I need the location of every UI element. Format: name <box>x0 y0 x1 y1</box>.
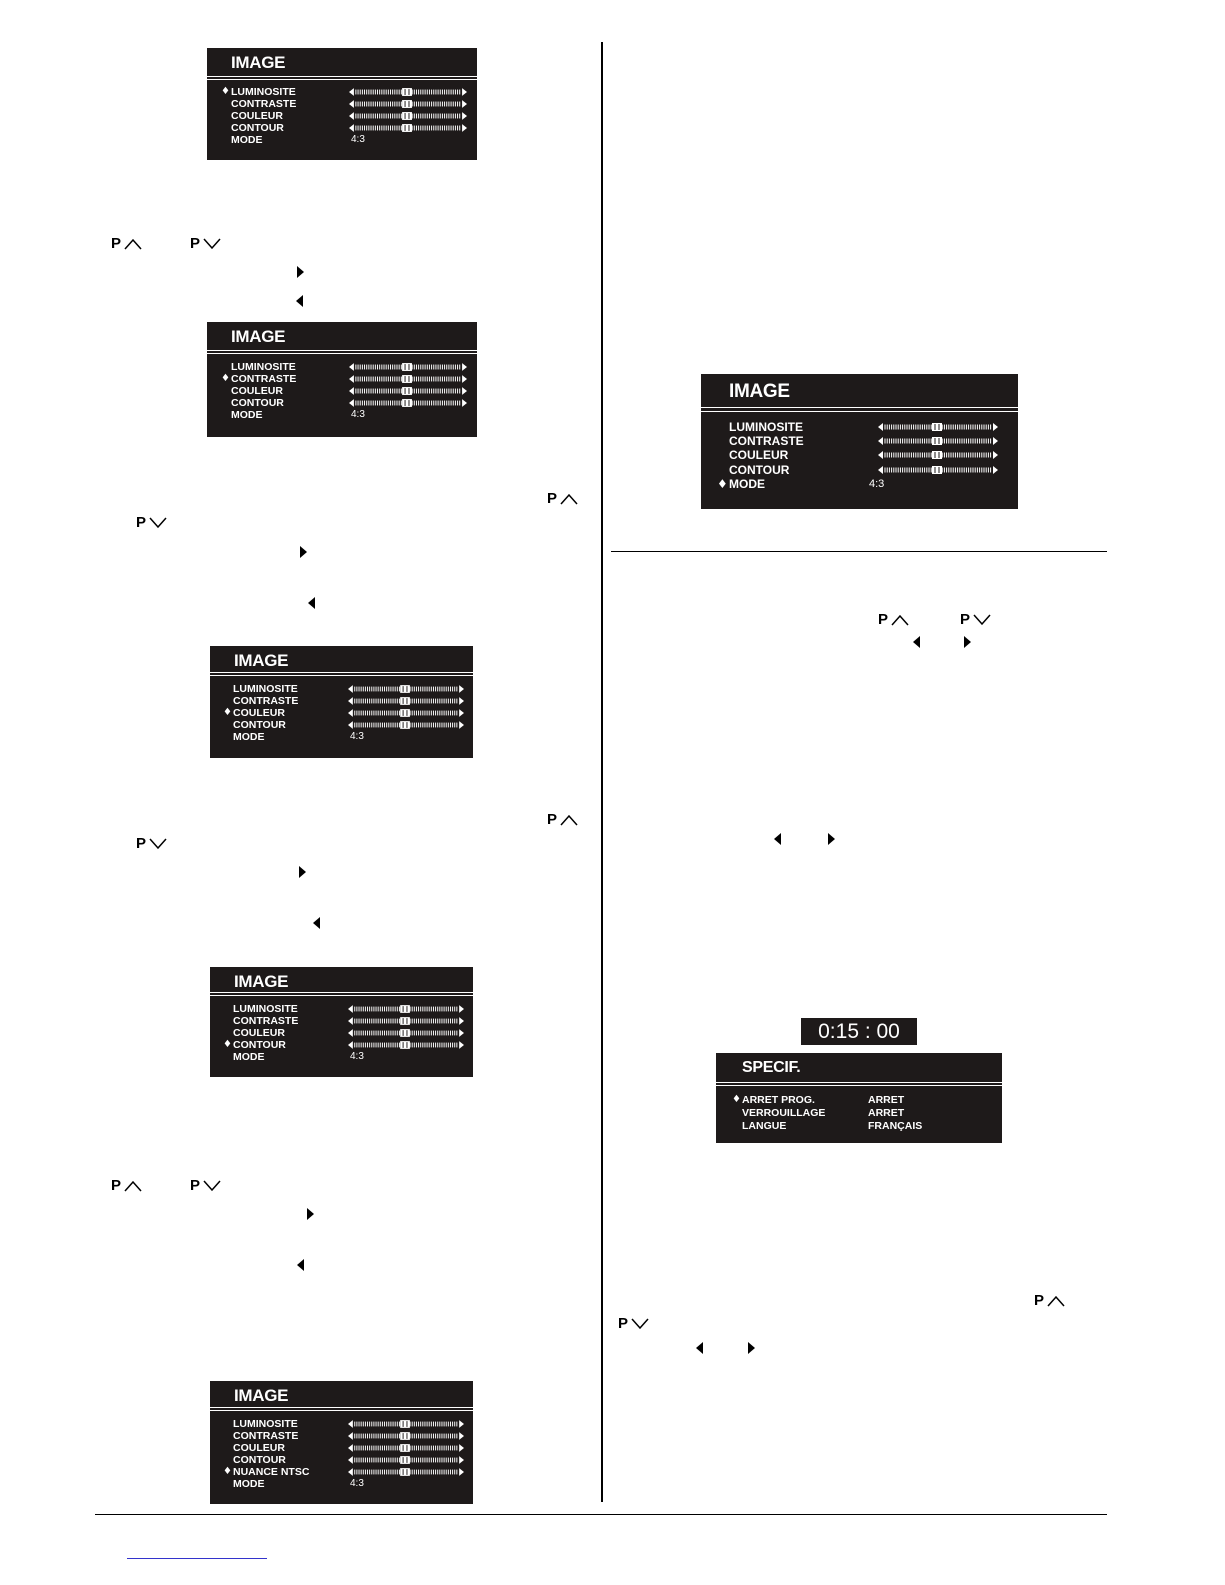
down-chevron-icon <box>203 1180 221 1192</box>
image-menu-title: IMAGE <box>234 972 289 991</box>
image-menu-title: IMAGE <box>234 1386 289 1405</box>
slider-bar <box>349 87 467 97</box>
menu-label-contour: CONTOUR <box>233 1039 286 1051</box>
menu-label-mode: MODE <box>233 1478 265 1490</box>
slider-bar <box>349 111 467 121</box>
p-up-key: P <box>111 1177 142 1195</box>
right-arrow-icon <box>307 1208 314 1220</box>
down-chevron-icon <box>973 614 991 626</box>
menu-label-couleur: COULEUR <box>729 448 789 462</box>
down-chevron-icon <box>149 838 167 850</box>
right-arrow-icon <box>300 546 307 558</box>
menu-label-couleur: COULEUR <box>231 110 283 122</box>
slider-bar <box>348 1016 464 1026</box>
p-up-key: P <box>547 490 578 508</box>
slider-bar <box>349 398 467 408</box>
slider-bar <box>869 450 1007 460</box>
specif-value-verrouillage: ARRET <box>868 1107 905 1119</box>
up-chevron-icon <box>891 614 909 626</box>
left-arrow-icon <box>297 1259 304 1271</box>
p-down-key: P <box>960 611 991 629</box>
menu-label-contour: CONTOUR <box>231 397 284 409</box>
down-chevron-icon <box>631 1318 649 1330</box>
left-arrow-icon <box>774 833 781 845</box>
slider-bar <box>348 720 464 730</box>
down-chevron-icon <box>149 517 167 529</box>
p-up-key: P <box>547 811 578 829</box>
up-chevron-icon <box>124 238 142 250</box>
column-divider <box>601 42 603 1502</box>
slider-bar <box>349 362 467 372</box>
menu-label-couleur: COULEUR <box>233 1027 285 1039</box>
slider-bar <box>869 436 1007 446</box>
menu-label-luminosite: LUMINOSITE <box>231 86 296 98</box>
menu-label-contour: CONTOUR <box>233 719 286 731</box>
p-up-key: P <box>111 235 142 253</box>
menu-label-contraste: CONTRASTE <box>233 695 299 707</box>
menu-label-contraste: CONTRASTE <box>231 98 297 110</box>
sleep-timer-display: 0:15 : 00 <box>801 1018 917 1045</box>
menu-label-mode: MODE <box>231 409 263 421</box>
menu-label-contraste: CONTRASTE <box>233 1430 299 1442</box>
menu-label-luminosite: LUMINOSITE <box>233 683 298 695</box>
p-down-key: P <box>136 835 167 853</box>
menu-label-mode: MODE <box>729 477 765 491</box>
p-down-key: P <box>136 514 167 532</box>
image-menu-couleur <box>210 646 473 758</box>
specif-menu-title: SPECIF. <box>742 1059 801 1076</box>
p-down-key: P <box>618 1315 649 1333</box>
p-down-key: P <box>190 1177 221 1195</box>
slider-bar <box>348 1443 464 1453</box>
slider-bar <box>348 1028 464 1038</box>
left-arrow-icon <box>913 636 920 648</box>
up-chevron-icon <box>1047 1295 1065 1307</box>
menu-label-nuance: NUANCE NTSC <box>233 1466 310 1478</box>
menu-value-mode: 4:3 <box>350 731 364 742</box>
right-arrow-icon <box>299 866 306 878</box>
slider-bar <box>348 1467 464 1477</box>
menu-label-contour: CONTOUR <box>233 1454 286 1466</box>
right-arrow-icon <box>964 636 971 648</box>
menu-label-luminosite: LUMINOSITE <box>233 1418 298 1430</box>
slider-bar <box>348 1431 464 1441</box>
image-menu-contour <box>210 967 473 1077</box>
slider-bar <box>349 374 467 384</box>
menu-label-luminosite: LUMINOSITE <box>231 361 296 373</box>
image-menu-luminosite <box>207 48 477 160</box>
slider-bar <box>869 422 1007 432</box>
right-arrow-icon <box>748 1342 755 1354</box>
slider-bar <box>349 123 467 133</box>
left-arrow-icon <box>296 295 303 307</box>
left-arrow-icon <box>308 597 315 609</box>
menu-label-mode: MODE <box>233 731 265 743</box>
menu-label-couleur: COULEUR <box>231 385 283 397</box>
menu-label-mode: MODE <box>233 1051 265 1063</box>
footer-rule <box>95 1514 1107 1515</box>
image-menu-contraste <box>207 322 477 437</box>
selection-cursor-icon: ♦ <box>221 373 230 384</box>
slider-bar <box>348 1455 464 1465</box>
slider-bar <box>348 1004 464 1014</box>
specif-value-arret-prog: ARRET <box>868 1094 905 1106</box>
image-menu-mode <box>701 374 1018 509</box>
menu-label-luminosite: LUMINOSITE <box>233 1003 298 1015</box>
menu-value-mode: 4:3 <box>350 1051 364 1062</box>
specif-label-verrouillage: VERROUILLAGE <box>742 1107 826 1119</box>
slider-bar <box>348 1040 464 1050</box>
up-chevron-icon <box>124 1180 142 1192</box>
footer-mark <box>127 1558 267 1559</box>
menu-label-luminosite: LUMINOSITE <box>729 420 803 434</box>
up-chevron-icon <box>560 493 578 505</box>
menu-value-mode: 4:3 <box>350 1478 364 1489</box>
menu-label-contour: CONTOUR <box>729 463 790 477</box>
image-menu-title: IMAGE <box>231 327 286 346</box>
specif-value-langue: FRANÇAIS <box>868 1120 923 1132</box>
menu-label-couleur: COULEUR <box>233 1442 285 1454</box>
image-menu-title: IMAGE <box>231 53 286 72</box>
slider-bar <box>348 1419 464 1429</box>
down-chevron-icon <box>203 238 221 250</box>
menu-label-contraste: CONTRASTE <box>233 1015 299 1027</box>
p-down-key: P <box>190 235 221 253</box>
slider-bar <box>348 708 464 718</box>
specif-label-arret-prog: ARRET PROG. <box>742 1094 815 1106</box>
slider-bar <box>348 684 464 694</box>
p-up-key: P <box>878 611 909 629</box>
up-chevron-icon <box>560 814 578 826</box>
image-menu-title: IMAGE <box>729 381 790 402</box>
right-arrow-icon <box>828 833 835 845</box>
slider-bar <box>349 386 467 396</box>
menu-label-contour: CONTOUR <box>231 122 284 134</box>
menu-label-contraste: CONTRASTE <box>231 373 297 385</box>
selection-cursor-icon: ♦ <box>732 1094 741 1105</box>
menu-label-couleur: COULEUR <box>233 707 285 719</box>
menu-value-mode: 4:3 <box>869 478 885 490</box>
selection-cursor-icon: ♦ <box>223 1039 232 1050</box>
selection-cursor-icon: ♦ <box>223 707 232 718</box>
selection-cursor-icon: ♦ <box>223 1466 232 1477</box>
menu-label-mode: MODE <box>231 134 263 146</box>
specif-menu <box>716 1053 1002 1143</box>
slider-bar <box>869 465 1007 475</box>
right-arrow-icon <box>297 266 304 278</box>
selection-cursor-icon: ♦ <box>717 477 728 491</box>
slider-bar <box>348 696 464 706</box>
slider-bar <box>349 99 467 109</box>
image-menu-nuance <box>210 1381 473 1504</box>
specif-label-langue: LANGUE <box>742 1120 787 1132</box>
selection-cursor-icon: ♦ <box>221 86 230 97</box>
menu-value-mode: 4:3 <box>351 134 365 145</box>
menu-label-contraste: CONTRASTE <box>729 434 804 448</box>
left-arrow-icon <box>313 917 320 929</box>
image-menu-title: IMAGE <box>234 651 289 670</box>
p-up-key: P <box>1034 1292 1065 1310</box>
left-arrow-icon <box>696 1342 703 1354</box>
menu-value-mode: 4:3 <box>351 409 365 420</box>
section-divider <box>611 551 1107 552</box>
